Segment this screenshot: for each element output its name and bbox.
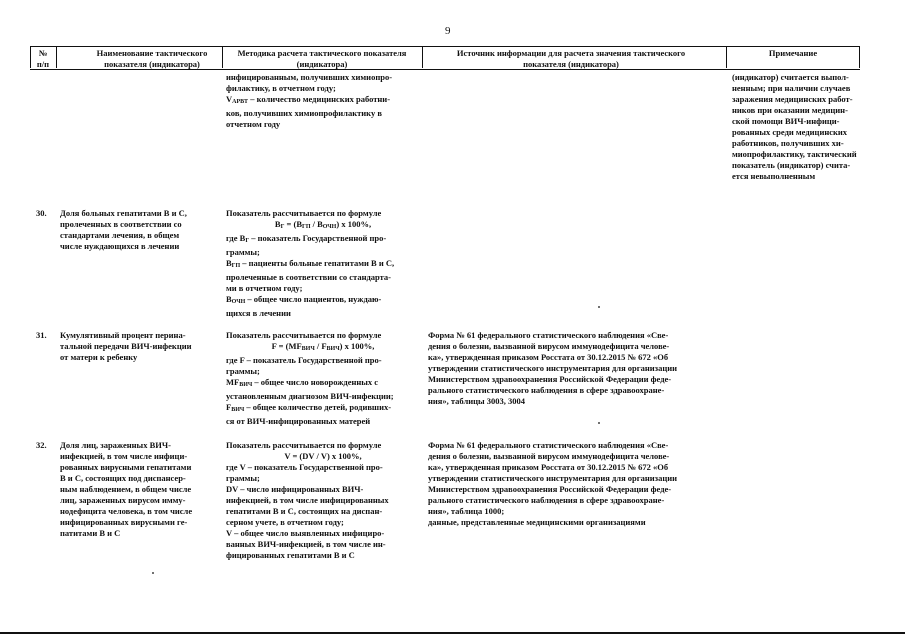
header-divider <box>422 46 423 68</box>
continuation-note <box>732 72 872 182</box>
text-line: В и С, состоящих под диспансер- <box>60 473 186 483</box>
text-line: инфицированным, получивших химиопро- <box>226 72 393 82</box>
text-line: ненным; при наличии случаев <box>732 83 851 93</box>
text-line: инфекцией, в том числе инфици- <box>60 451 188 461</box>
row-32-number: 32. <box>36 440 47 450</box>
text-line: где V – показатель Государственной про- <box>226 462 383 472</box>
text-line: показатель (индикатор) счита- <box>732 160 851 170</box>
row-31-method <box>226 330 420 427</box>
text-line: пролеченные в соответствии со стандарта- <box>226 272 392 282</box>
row-30-method <box>226 208 420 319</box>
text-line: дения о болезни, вызванной вирусом иммунодефицита челове- <box>428 451 670 461</box>
text-line: патитами В и С <box>60 528 121 538</box>
page-number: 9 <box>445 25 451 37</box>
header-divider <box>859 46 860 68</box>
text-line: рального статистического наблюдения в сфере здравоохране- <box>428 495 665 505</box>
text-line: утверждении статистического инструментария для организации <box>428 363 678 373</box>
text-line: данные, представленные медицинскими организациями <box>428 517 646 527</box>
text-line: $B_Г = (B_{ГП} / B_{ОЧН})$ x 100%, <box>274 219 372 230</box>
scan-speck <box>598 422 600 424</box>
text-line: отчетном году <box>226 119 281 129</box>
text-line: ным наблюдением, в общем числе <box>60 484 192 494</box>
text-line: миопрофилактику, тактический <box>732 149 857 159</box>
text-line: Министерством здравоохранения Российской Федерации феде- <box>428 484 672 494</box>
text-line: ется невыполненным <box>732 171 816 181</box>
text-line: ка», утвержденная приказом Росстата от 30.12.2015 № 672 «Об <box>428 462 669 472</box>
text-line: граммы; <box>226 473 260 483</box>
continuation-method <box>226 72 418 130</box>
text-line: $F_{ВИЧ}$ – общее количество детей, родивших- <box>226 402 392 413</box>
text-line: рованных среди медицинских <box>732 127 848 137</box>
text-line: фицированных гепатитами В и С <box>226 550 355 560</box>
header-source: Источник информации для расчета значения тактического показателя (индикатора) <box>456 48 686 69</box>
text-line: лиц, зараженных вирусом имму- <box>60 495 186 505</box>
header-num: № п/п <box>36 48 50 69</box>
text-line: где F – показатель Государственной про- <box>226 355 382 365</box>
text-line: рального статистического наблюдения в сфере здравоохране- <box>428 385 665 395</box>
text-line: тальной передачи ВИЧ-инфекции <box>60 341 192 351</box>
text-line: (индикатор) считается выпол- <box>732 72 849 82</box>
text-line: ся от ВИЧ-инфицированных матерей <box>226 416 371 426</box>
text-line: $B_{ГП}$ – пациенты больные гепатитами В и С, <box>226 258 395 269</box>
text-line: $B_{ОЧН}$ – общее число пациентов, нуждаю- <box>226 294 382 305</box>
text-line: V = (DV / V) x 100%, <box>284 451 362 461</box>
text-line: ния», таблицы 3003, 3004 <box>428 396 526 406</box>
text-line: Доля больных гепатитами В и С, <box>60 208 187 218</box>
text-line: инфекцией, в том числе инфицированных <box>226 495 389 505</box>
row-32-method <box>226 440 420 561</box>
header-divider <box>726 46 727 68</box>
text-line: Форма № 61 федерального статистического наблюдения «Све- <box>428 330 669 340</box>
scan-speck <box>598 306 600 308</box>
row-30-number: 30. <box>36 208 47 218</box>
row-31-source <box>428 330 724 407</box>
text-line: филактику, в отчетном году; <box>226 83 336 93</box>
text-line: ванных ВИЧ-инфекцией, в том числе ин- <box>226 539 386 549</box>
row-30-name <box>60 208 220 252</box>
text-line: серном учете, в отчетном году; <box>226 517 344 527</box>
text-line: ка», утвержденная приказом Росстата от 30.12.2015 № 672 «Об <box>428 352 669 362</box>
header-method: Методика расчета тактического показателя (индикатора) <box>237 48 407 69</box>
text-line: рованных вирусными гепатитами <box>60 462 192 472</box>
text-line: щихся в лечении <box>226 308 291 318</box>
text-line: $MF_{ВИЧ}$ – общее число новорожденных с <box>226 377 379 388</box>
text-line: где $B_Г$ – показатель Государственной про- <box>226 233 387 244</box>
text-line: DV – число инфицированных ВИЧ- <box>226 484 364 494</box>
text-line: ков, получивших химиопрофилактику в <box>226 108 382 118</box>
text-line: ников при оказании медицин- <box>732 105 848 115</box>
text-line: числе нуждающихся в лечении <box>60 241 180 251</box>
text-line: дения о болезни, вызванной вирусом иммунодефицита челове- <box>428 341 670 351</box>
header-divider <box>56 46 57 68</box>
text-line: V – общее число выявленных инфициро- <box>226 528 385 538</box>
text-line: от матери к ребенку <box>60 352 138 362</box>
text-line: заражения медицинских работ- <box>732 94 853 104</box>
text-line: нодефицита человека, в том числе <box>60 506 193 516</box>
text-line: Кумулятивный процент перина- <box>60 330 186 340</box>
text-line: ния», таблица 1000; <box>428 506 505 516</box>
text-line: гепатитами В и С, состоящих на диспан- <box>226 506 383 516</box>
text-line: $V_{АРВТ}$ – количество медицинских работни- <box>226 94 391 105</box>
row-32-name <box>60 440 220 539</box>
row-32-source <box>428 440 724 528</box>
text-line: Показатель рассчитывается по формуле <box>226 440 382 450</box>
header-note: Примечание <box>768 48 818 58</box>
text-line: Форма № 61 федерального статистического наблюдения «Све- <box>428 440 669 450</box>
text-line: Показатель рассчитывается по формуле <box>226 330 382 340</box>
row-31-number: 31. <box>36 330 47 340</box>
text-line: Показатель рассчитывается по формуле <box>226 208 382 218</box>
text-line: работников, получивших хи- <box>732 138 844 148</box>
scan-speck <box>152 572 154 574</box>
table-header <box>30 46 860 70</box>
bottom-rule <box>0 632 905 634</box>
text-line: Доля лиц, зараженных ВИЧ- <box>60 440 171 450</box>
text-line: ми в отчетном году; <box>226 283 303 293</box>
text-line: граммы; <box>226 247 260 257</box>
text-line: инфицированных вирусными ге- <box>60 517 188 527</box>
row-31-name <box>60 330 220 363</box>
text-line: Министерством здравоохранения Российской Федерации феде- <box>428 374 672 384</box>
header-divider <box>30 46 31 68</box>
text-line: пролеченных в соответствии со <box>60 219 182 229</box>
text-line: утверждении статистического инструментария для организации <box>428 473 678 483</box>
text-line: стандартами лечения, в общем <box>60 230 180 240</box>
text-line: $F = (MF_{ВИЧ} / F_{ВИЧ})$ x 100%, <box>271 341 375 352</box>
text-line: ской помощи ВИЧ-инфици- <box>732 116 840 126</box>
header-name: Наименование тактического показателя (индикатора) <box>96 48 208 69</box>
text-line: установленным диагнозом ВИЧ-инфекции; <box>226 391 394 401</box>
text-line: граммы; <box>226 366 260 376</box>
header-divider <box>222 46 223 68</box>
